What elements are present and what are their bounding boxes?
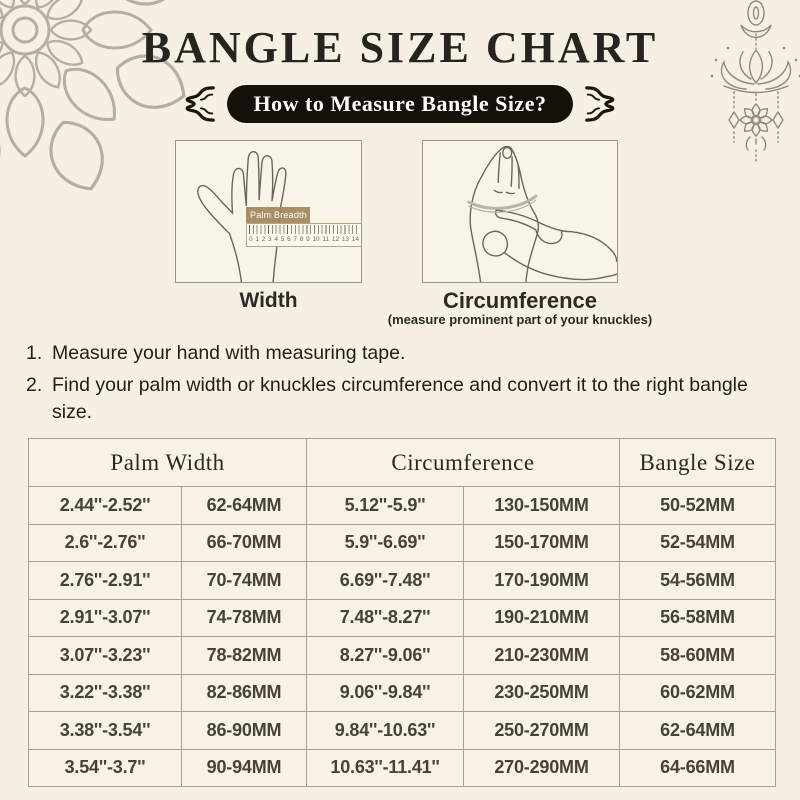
table-row	[29, 674, 776, 712]
ruler-number: 8	[299, 236, 304, 243]
column-header-circumference: Circumference	[307, 439, 620, 487]
flourish-left-icon	[182, 83, 218, 125]
width-caption: Width	[239, 289, 298, 312]
ruler-number: 1	[255, 236, 259, 243]
table-cell: 86-90MM	[182, 712, 307, 750]
table-cell: 6.69''-7.48''	[307, 562, 464, 600]
table-cell: 5.12''-5.9''	[307, 487, 464, 525]
instruction-number: 1.	[26, 342, 43, 364]
table-cell: 56-58MM	[620, 599, 776, 637]
table-cell: 82-86MM	[182, 674, 307, 712]
size-chart-table	[28, 438, 776, 787]
table-row	[29, 524, 776, 562]
instruction-text: Measure your hand with measuring tape.	[52, 342, 406, 364]
ruler-number: 6	[287, 236, 291, 243]
table-cell: 62-64MM	[182, 487, 307, 525]
table-cell: 230-250MM	[464, 674, 620, 712]
ruler-number: 4	[274, 236, 278, 243]
ruler-number: 9	[306, 236, 310, 243]
ruler-number: 11	[322, 236, 330, 243]
table-header-row	[29, 439, 776, 487]
table-cell: 210-230MM	[464, 637, 620, 675]
ruler-number: 7	[293, 236, 298, 243]
table-cell: 90-94MM	[182, 749, 307, 787]
ruler-number: 14	[351, 236, 359, 243]
table-cell: 64-66MM	[620, 749, 776, 787]
table-cell: 52-54MM	[620, 524, 776, 562]
table-row	[29, 599, 776, 637]
table-cell: 10.63''-11.41''	[307, 749, 464, 787]
table-cell: 78-82MM	[182, 637, 307, 675]
table-cell: 2.44''-2.52''	[29, 487, 182, 525]
table-cell: 9.06''-9.84''	[307, 674, 464, 712]
table-cell: 130-150MM	[464, 487, 620, 525]
table-cell: 2.76''-2.91''	[29, 562, 182, 600]
instruction-text: Find your palm width or knuckles circumference and convert it to the right bangle size.	[52, 373, 748, 423]
table-cell: 2.91''-3.07''	[29, 599, 182, 637]
table-cell: 9.84''-10.63''	[307, 712, 464, 750]
page-title: BANGLE SIZE CHART	[141, 23, 659, 72]
flourish-right-icon	[582, 83, 618, 125]
table-cell: 62-64MM	[620, 712, 776, 750]
instruction-item	[26, 372, 750, 426]
table-cell: 66-70MM	[182, 524, 307, 562]
table-cell: 70-74MM	[182, 562, 307, 600]
table-cell: 170-190MM	[464, 562, 620, 600]
palm-width-diagram-box	[175, 140, 362, 283]
table-cell: 58-60MM	[620, 637, 776, 675]
instructions-list	[26, 340, 750, 431]
ruler-number: 0	[249, 236, 253, 243]
table-cell: 270-290MM	[464, 749, 620, 787]
table-cell: 54-56MM	[620, 562, 776, 600]
table-cell: 2.6''-2.76''	[29, 524, 182, 562]
ruler-number: 12	[331, 236, 340, 243]
knuckle-measure-hand-illustration	[423, 141, 617, 282]
table-cell: 50-52MM	[620, 487, 776, 525]
table-row	[29, 749, 776, 787]
ruler-number: 10	[312, 236, 320, 243]
table-cell: 190-210MM	[464, 599, 620, 637]
size-table-body	[29, 487, 776, 787]
how-to-measure-badge-row	[0, 83, 800, 125]
ruler	[246, 223, 362, 247]
ruler-numbers	[247, 234, 361, 244]
how-to-measure-badge: How to Measure Bangle Size?	[227, 85, 574, 123]
table-row	[29, 712, 776, 750]
circumference-caption: Circumference	[442, 288, 598, 313]
ruler-number: 3	[268, 236, 272, 243]
table-cell: 3.38''-3.54''	[29, 712, 182, 750]
table-cell: 3.54''-3.7''	[29, 749, 182, 787]
column-header-palm-width: Palm Width	[29, 439, 307, 487]
ruler-label: Palm Breadth	[246, 207, 310, 223]
column-header-bangle-size: Bangle Size	[620, 439, 776, 487]
table-cell: 5.9''-6.69''	[307, 524, 464, 562]
table-cell: 8.27''-9.06''	[307, 637, 464, 675]
table-cell: 150-170MM	[464, 524, 620, 562]
table-cell: 3.22''-3.38''	[29, 674, 182, 712]
ruler-number: 2	[261, 236, 266, 243]
table-row	[29, 487, 776, 525]
table-cell: 3.07''-3.23''	[29, 637, 182, 675]
table-cell: 74-78MM	[182, 599, 307, 637]
instruction-item	[26, 340, 750, 367]
instruction-number: 2.	[26, 373, 43, 396]
table-cell: 60-62MM	[620, 674, 776, 712]
ruler-number: 5	[280, 236, 285, 243]
circumference-diagram-box	[422, 140, 618, 283]
table-row	[29, 562, 776, 600]
table-cell: 250-270MM	[464, 712, 620, 750]
circumference-note: (measure prominent part of your knuckles)	[387, 312, 653, 327]
table-row	[29, 637, 776, 675]
table-cell: 7.48''-8.27''	[307, 599, 464, 637]
ruler-number: 13	[341, 236, 350, 243]
ruler-ticks	[249, 225, 359, 234]
